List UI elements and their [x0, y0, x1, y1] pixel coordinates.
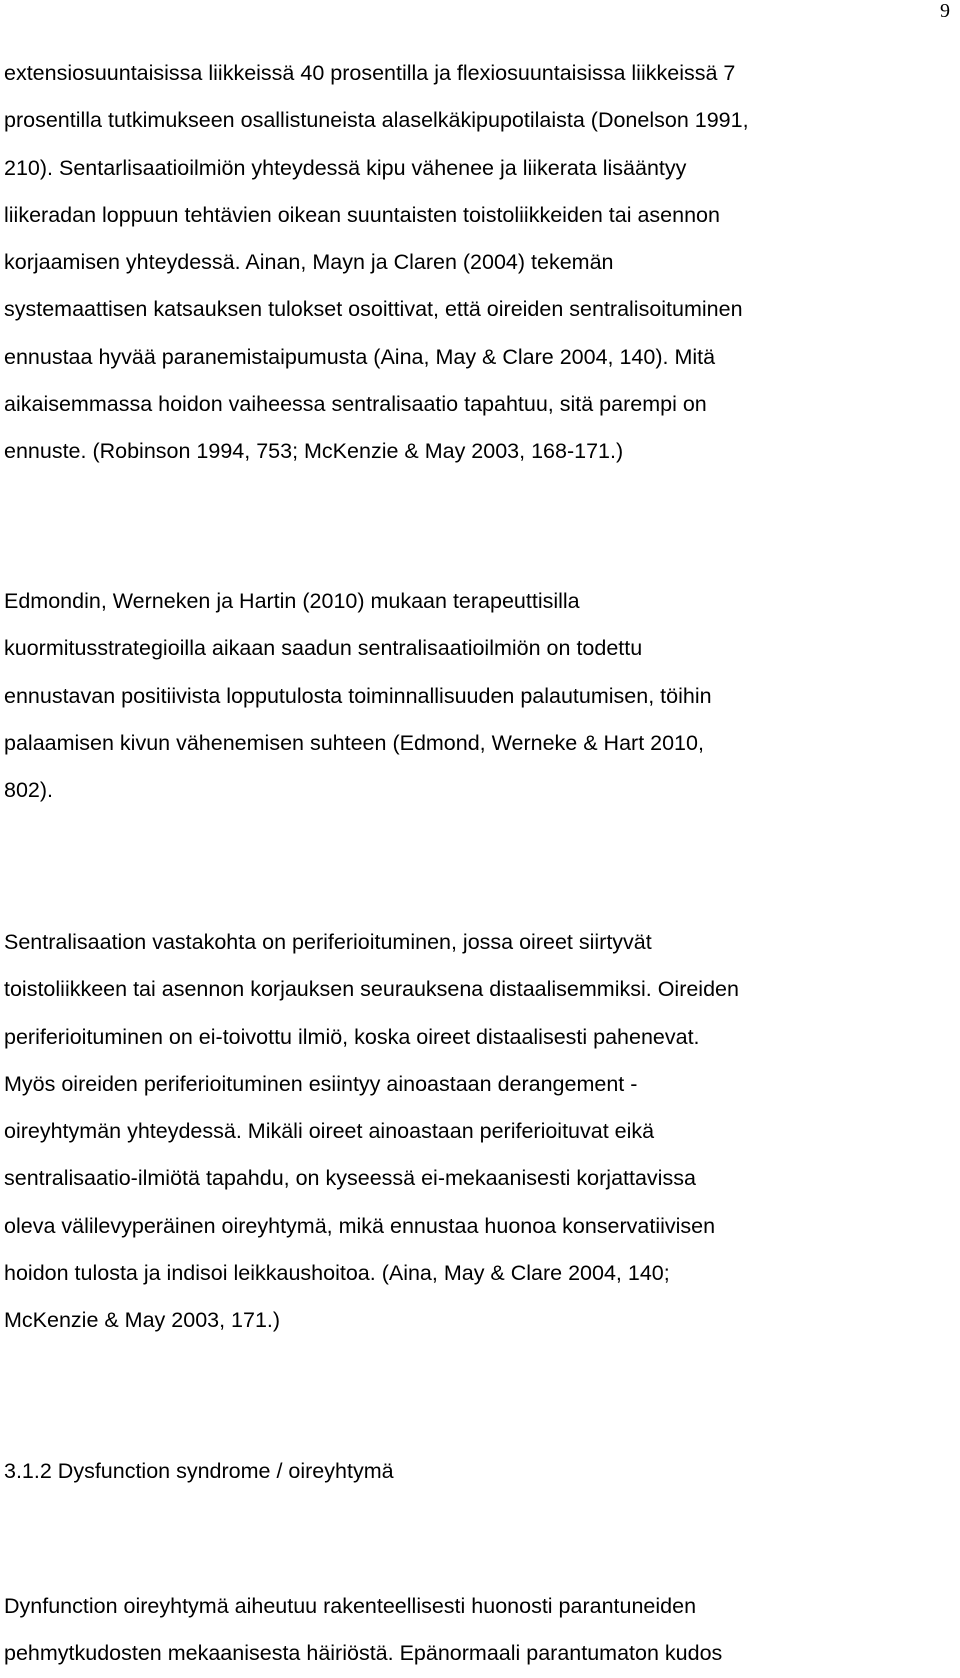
- text-line: toistoliikkeen tai asennon korjauksen seurauksena distaalisemmiksi. Oireiden: [4, 977, 739, 1002]
- text-line: Dynfunction oireyhtymä aiheutuu rakenteellisesti huonosti parantuneiden: [4, 1594, 697, 1618]
- text-line: oireyhtymän yhteydessä. Mikäli oireet ainoastaan periferioituvat eikä: [4, 1119, 655, 1144]
- text-line: Myös oireiden periferioituminen esiintyy ainoastaan derangement -: [4, 1071, 638, 1096]
- paragraph-periferioituminen: [4, 919, 954, 1345]
- text-line: ennustaa hyvää paranemistaipumusta (Aina, May & Clare 2004, 140). Mitä: [4, 344, 716, 369]
- text-line: kuormitusstrategioilla aikaan saadun sentralisaatioilmiön on todettu: [4, 636, 643, 661]
- text-line: extensiosuuntaisissa liikkeissä 40 prosentilla ja flexiosuuntaisissa liikkeissä 7: [4, 61, 736, 85]
- paragraph-dysfunction: [4, 1583, 954, 1678]
- text-line: ennuste. (Robinson 1994, 753; McKenzie & May 2003, 168-171.): [4, 439, 624, 464]
- paragraph-edmond-werneke-hart: [4, 578, 954, 814]
- text-line: prosentilla tutkimukseen osallistuneista alaselkäkipupotilaista (Donelson 1991,: [4, 108, 749, 133]
- text-line: ennustavan positiivista lopputulosta toiminnallisuuden palautumisen, töihin: [4, 683, 712, 708]
- text-line: Edmondin, Werneken ja Hartin (2010) mukaan terapeuttisilla: [4, 589, 580, 613]
- text-line: liikeradan loppuun tehtävien oikean suuntaisten toistoliikkeiden tai asennon: [4, 202, 720, 227]
- text-line: periferioituminen on ei-toivottu ilmiö, koska oireet distaalisesti pahenevat.: [4, 1024, 700, 1049]
- paragraph-sentralisaatio-ennuste: [4, 50, 954, 476]
- text-line: aikaisemmassa hoidon vaiheessa sentralisaatio tapahtuu, sitä parempi on: [4, 392, 707, 417]
- text-line: hoidon tulosta ja indisoi leikkaushoitoa. (Aina, May & Clare 2004, 140;: [4, 1261, 670, 1286]
- text-line: korjaamisen yhteydessä. Ainan, Mayn ja Claren (2004) tekemän: [4, 250, 614, 275]
- text-line: sentralisaatio-ilmiötä tapahdu, on kyseessä ei-mekaanisesti korjattavissa: [4, 1166, 696, 1191]
- text-line: Sentralisaation vastakohta on periferioituminen, jossa oireet siirtyvät: [4, 930, 652, 954]
- text-line: palaamisen kivun vähenemisen suhteen (Edmond, Werneke & Hart 2010,: [4, 730, 704, 755]
- section-heading: [4, 1448, 954, 1495]
- text-line: 210). Sentarlisaatioilmiön yhteydessä kipu vähenee ja liikerata lisääntyy: [4, 155, 687, 180]
- text-line: McKenzie & May 2003, 171.): [4, 1308, 281, 1333]
- section-heading-text: 3.1.2 Dysfunction syndrome / oireyhtymä: [4, 1459, 394, 1483]
- text-line: systemaattisen katsauksen tulokset osoittivat, että oireiden sentralisoituminen: [4, 297, 743, 322]
- text-line: pehmytkudosten mekaanisesta häiriöstä. Epänormaali parantumaton kudos: [4, 1641, 723, 1666]
- text-line: 802).: [4, 778, 54, 803]
- text-line: oleva välilevyperäinen oireyhtymä, mikä ennustaa huonoa konservatiivisen: [4, 1213, 716, 1238]
- page-number: 9: [940, 0, 950, 22]
